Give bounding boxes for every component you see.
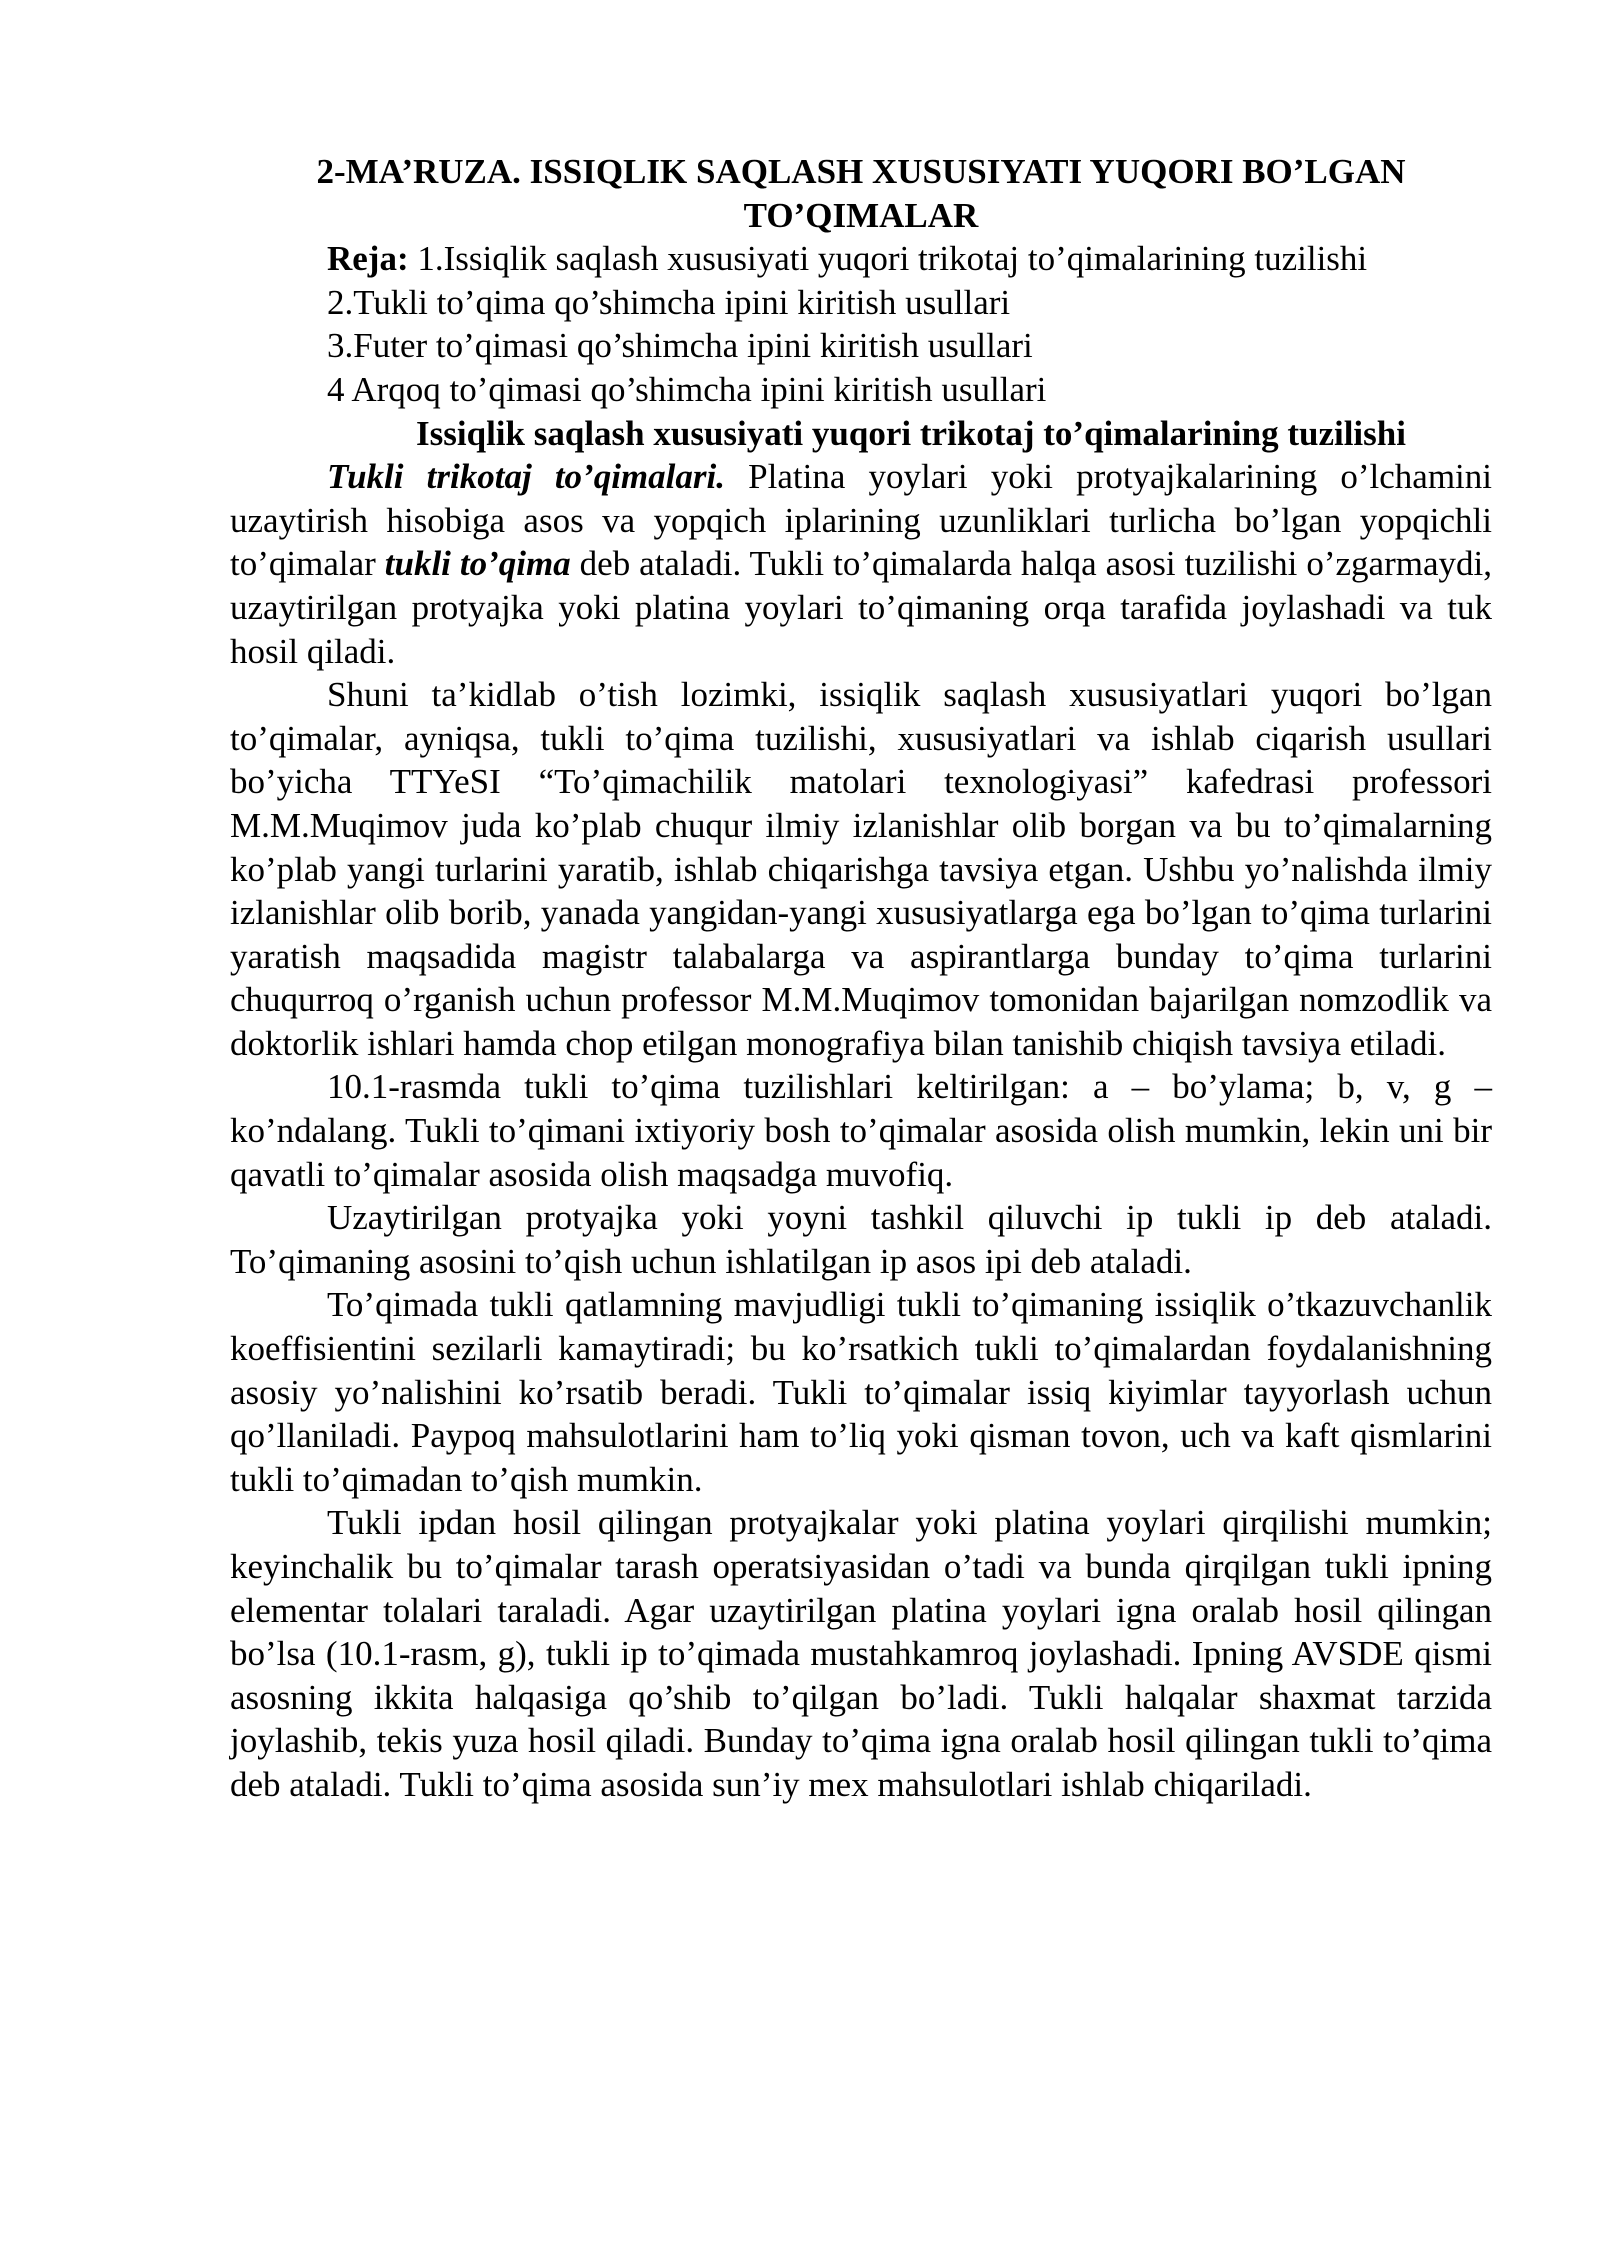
paragraph-5: To’qimada tukli qatlamning mavjudligi tukli to’qimaning issiqlik o’tkazuvchanlik koeffisientini sezilarli kamaytiradi; bu ko’rsatkich tukli to’qimalardan foydalanishning asosiy yo’nalishini ko’rsatib beradi. Tukli to’qimalar issiq kiyimlar tayyorlash uchun qo’llaniladi. Paypoq mahsulotlarini ham to’liq yoki qisman tovon, uch va kaft qismlarini tukli to’qimadan to’qish mumkin. — [230, 1285, 1492, 1499]
plan-label: Reja: — [327, 239, 409, 279]
paragraph-lead-term: Tukli trikotaj to’qimalari. — [327, 457, 725, 497]
paragraph-4: Uzaytirilgan protyajka yoki yoyni tashkil qiluvchi ip tukli ip deb ataladi. To’qimaning asosini to’qish uchun ishlatilgan ip asos ipi deb ataladi. — [230, 1198, 1492, 1281]
plan-item-text: 1.Issiqlik saqlash xususiyati yuqori trikotaj to’qimalarining tuzilishi — [417, 239, 1368, 279]
paragraph-6: Tukli ipdan hosil qilingan protyajkalar yoki platina yoylari qirqilishi mumkin; keyinchalik bu to’qimalar tarash operatsiyasidan o’tadi va bunda qirqilgan tukli ipning elementar tolalari taraladi. Agar uzaytirilgan platina yoylari igna oralab hosil qilingan bo’lsa (10.1-rasm, g), tukli ip to’qimada mustahkamroq joylashadi. Ipning AVSDE qismi asosning ikkita halqasiga qo’shib to’qilgan bo’ladi. Tukli halqalar shaxmat tarzida joylashib, tekis yuza hosil qiladi. Bunday to’qima igna oralab hosil qilingan tukli to’qima deb ataladi. Tukli to’qima asosida sun’iy mex mahsulotlari ishlab chiqariladi. — [230, 1503, 1492, 1804]
paragraph-text: deb ataladi. Tukli to’qimalarda halqa asosi tuzilishi o’zgarmaydi, uzaytirilgan protyajka yoki platina yoylari to’qimaning orqa tarafida joylashadi va tuk hosil qiladi. — [230, 544, 1492, 671]
lecture-plan — [230, 237, 1492, 411]
document-page — [230, 150, 1492, 1807]
plan-item-4: 4 Arqoq to’qimasi qo’shimcha ipini kiritish usullari — [327, 369, 1047, 409]
paragraph-2: Shuni ta’kidlab o’tish lozimki, issiqlik saqlash xususiyatlari yuqori bo’lgan to’qimalar, ayniqsa, tukli to’qima tuzilishi, xususiyatlari va ishlab ciqarish usullari bo’yicha TTYeSI “To’qimachilik matolari texnologiyasi” kafedrasi professori M.M.Muqimov juda ko’plab chuqur ilmiy izlanishlar olib borgan va bu to’qimalarning ko’plab yangi turlarini yaratib, ishlab chiqarishga tavsiya etgan. Ushbu yo’nalishda ilmiy izlanishlar olib borib, yanada yangidan-yangi xususiyatlarga ega bo’lgan to’qima turlarini yaratish maqsadida magistr talabalarga va aspirantlarga bunday to’qima turlarini chuqurroq o’rganish uchun professor M.M.Muqimov tomonidan bajarilgan nomzodlik va doktorlik ishlari hamda chop etilgan monografiya bilan tanishib chiqish tavsiya etiladi. — [230, 675, 1492, 1063]
document-title-line-2: TO’QIMALAR — [743, 195, 979, 235]
defined-term: tukli to’qima — [384, 544, 571, 584]
paragraph-text: Platina yoylari yoki protyajkalarining o’lchamini uzaytirish hisobiga asos va yopqich iplarining uzunliklari turlicha bo’lgan yopqichli to’qimalar — [230, 457, 1492, 584]
section-heading: Issiqlik saqlash xususiyati yuqori trikotaj to’qimalarining tuzilishi — [416, 413, 1406, 453]
plan-item-2: 2.Tukli to’qima qo’shimcha ipini kiritish usullari — [327, 282, 1011, 322]
plan-item-1 — [327, 237, 1492, 281]
plan-item-3: 3.Futer to’qimasi qo’shimcha ipini kiritish usullari — [327, 326, 1033, 366]
paragraph-3: 10.1-rasmda tukli to’qima tuzilishlari keltirilgan: a – bo’ylama; b, v, g – ko’ndalang. Tukli to’qimani ixtiyoriy bosh to’qimalar asosida olish mumkin, lekin uni bir qavatli to’qimalar asosida olish maqsadga muvofiq. — [230, 1067, 1492, 1194]
document-title-line-1: 2-MA’RUZA. ISSIQLIK SAQLASH XUSUSIYATI YUQORI BO’LGAN — [316, 152, 1406, 191]
paragraph-1 — [230, 455, 1492, 673]
